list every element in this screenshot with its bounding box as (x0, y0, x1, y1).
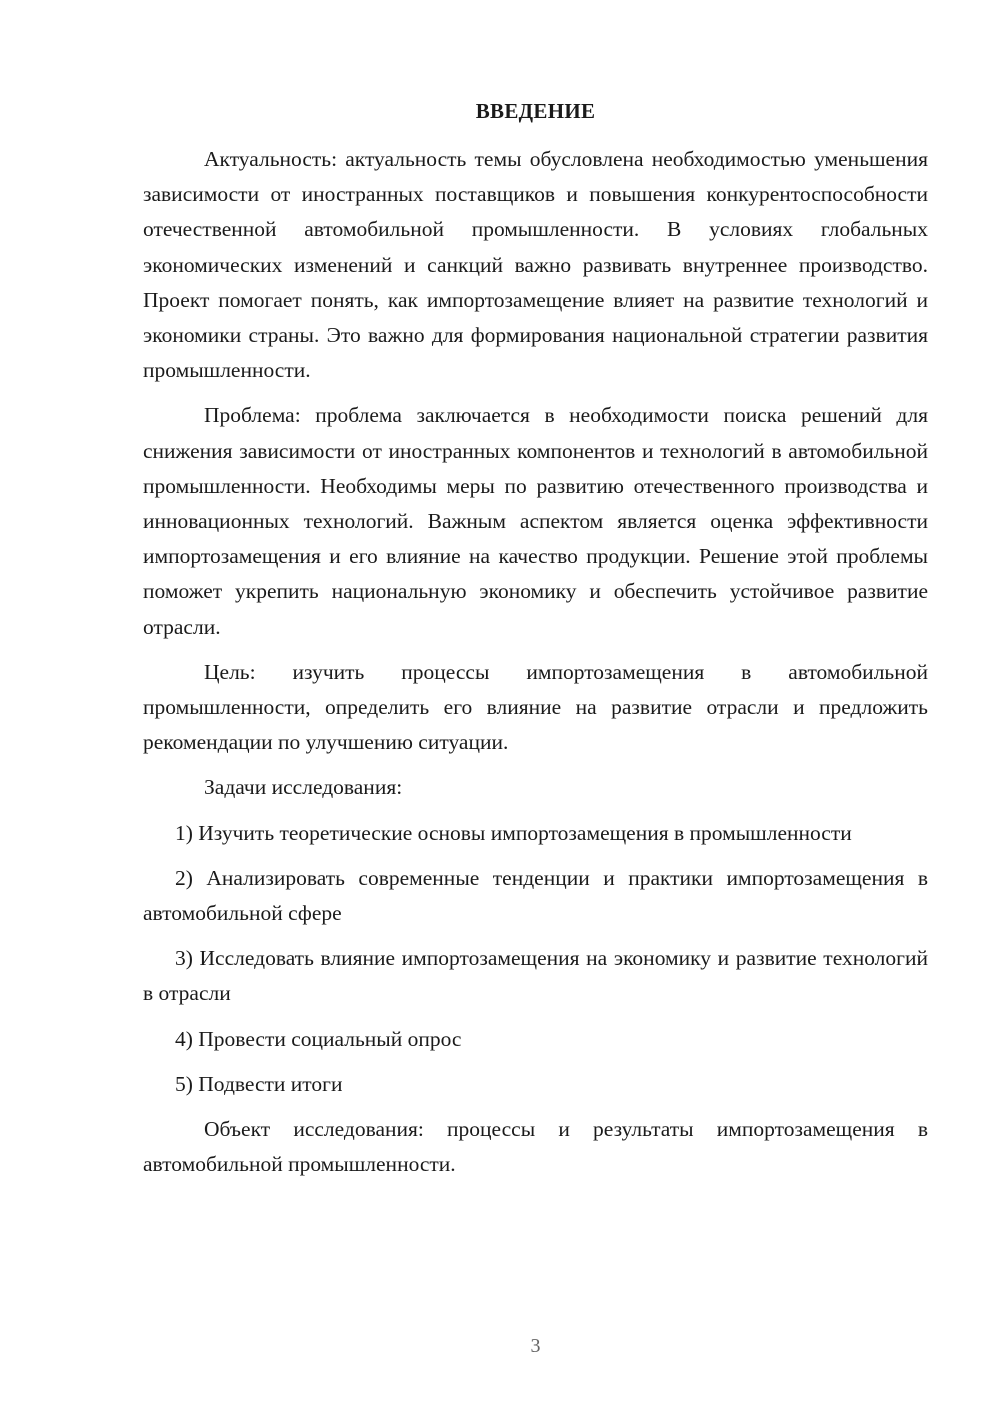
document-body (143, 142, 928, 1182)
relevance-paragraph: Актуальность: актуальность темы обусловлена необходимостью уменьшения зависимости от иностранных поставщиков и повышения конкурентоспособности отечественной автомобильной промышленности. В условиях глобальных экономических изменений и санкций важно развивать внутреннее производство. Проект помогает понять, как импортозамещение влияет на развитие технологий и экономики страны. Это важно для формирования национальной стратегии развития промышленности. (143, 147, 928, 383)
task-item-2: 2) Анализировать современные тенденции и практики импортозамещения в автомобильной сфере (143, 865, 928, 926)
goal-paragraph: Цель: изучить процессы импортозамещения в автомобильной промышленности, определить его влияние на развитие отрасли и предложить рекомендации по улучшению ситуации. (143, 659, 928, 755)
tasks-heading: Задачи исследования: (204, 775, 403, 800)
task-item-4: 4) Провести социальный опрос (175, 1026, 462, 1051)
problem-paragraph: Проблема: проблема заключается в необходимости поиска решений для снижения зависимости от иностранных компонентов и технологий в автомобильной промышленности. Необходимы меры по развитию отечественного производства и инновационных технологий. Важным аспектом является оценка эффективности импортозамещения и его влияние на качество продукции. Решение этой проблемы поможет укрепить национальную экономику и обеспечить устойчивое развитие отрасли. (143, 403, 928, 639)
page-heading: ВВЕДЕНИЕ (475, 99, 596, 123)
task-item-3: 3) Исследовать влияние импортозамещения на экономику и развитие технологий в отрасли (143, 946, 928, 1006)
page-number: 3 (530, 1335, 541, 1357)
object-paragraph: Объект исследования: процессы и результаты импортозамещения в автомобильной промышленности. (143, 1117, 928, 1177)
task-item-1: 1) Изучить теоретические основы импортозамещения в промышленности (175, 820, 852, 845)
task-item-5: 5) Подвести итоги (175, 1071, 343, 1096)
